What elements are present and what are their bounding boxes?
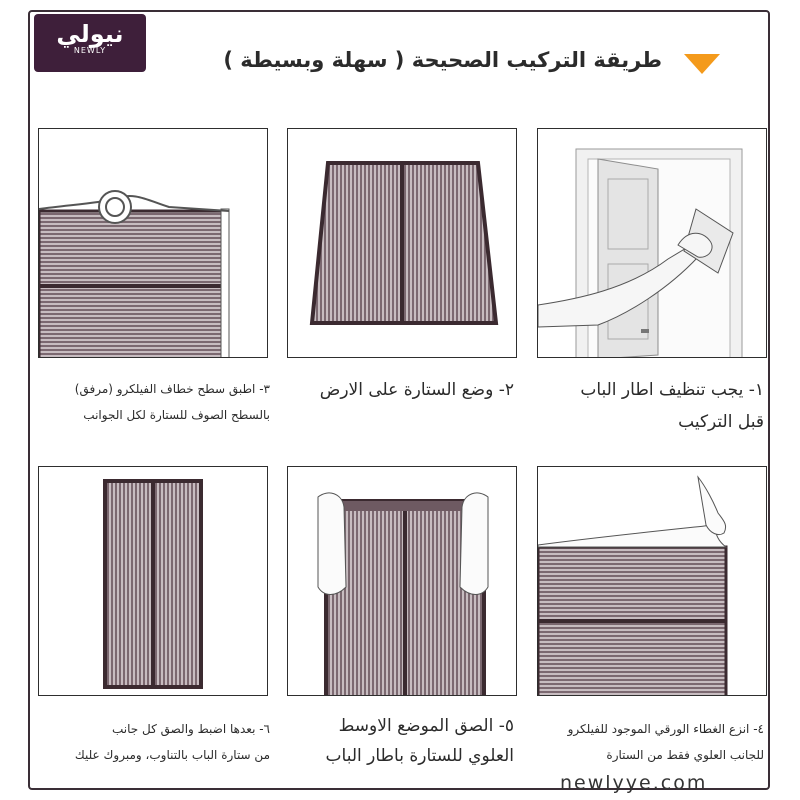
step-1-panel: [537, 128, 767, 358]
brand-name-ar: نيولي: [56, 20, 124, 48]
stick-top-middle-illustration: [288, 467, 517, 696]
velcro-applied-illustration: [39, 129, 268, 358]
brand-name-en: NEWLY: [73, 46, 107, 55]
page-title: طريقة التركيب الصحيحة ( سهلة وبسيطة ): [223, 48, 662, 72]
step-5-panel: [287, 466, 517, 696]
step-4-caption-line1: ٤- انزع الغطاء الورقي الموجود للفيلكرو: [567, 722, 764, 736]
peel-paper-illustration: [538, 467, 767, 696]
step-1-caption-line2: قبل التركيب: [678, 412, 764, 432]
step-6-caption-line2: من ستارة الباب بالتناوب، ومبروك عليك: [74, 748, 270, 762]
step-1-caption-line1: ١- يجب تنظيف اطار الباب: [580, 380, 764, 400]
curtain-on-floor-illustration: [288, 129, 517, 358]
brand-logo: [34, 14, 146, 72]
orange-triangle-icon: [684, 54, 720, 74]
step-6-caption-line1: ٦- بعدها اضبط والصق كل جانب: [112, 722, 270, 736]
finished-curtain-illustration: [39, 467, 268, 696]
door-cleaning-illustration: [538, 129, 767, 358]
step-3-caption-line2: بالسطح الصوف للستارة لكل الجوانب: [83, 408, 270, 422]
step-2-caption-line1: ٢- وضع الستارة على الارض: [319, 380, 514, 400]
step-4-caption-line2: للجانب العلوي فقط من الستارة: [606, 748, 764, 762]
step-3-caption-line1: ٣- اطبق سطح خطاف الفيلكرو (مرفق): [74, 382, 270, 396]
step-4-panel: [537, 466, 767, 696]
step-3-panel: [38, 128, 268, 358]
website-url[interactable]: newlyye.com: [560, 772, 708, 794]
step-5-caption-line2: العلوي للستارة باطار الباب: [325, 746, 514, 766]
step-2-panel: [287, 128, 517, 358]
step-5-caption-line1: ٥- الصق الموضع الاوسط: [338, 716, 514, 736]
step-6-panel: [38, 466, 268, 696]
